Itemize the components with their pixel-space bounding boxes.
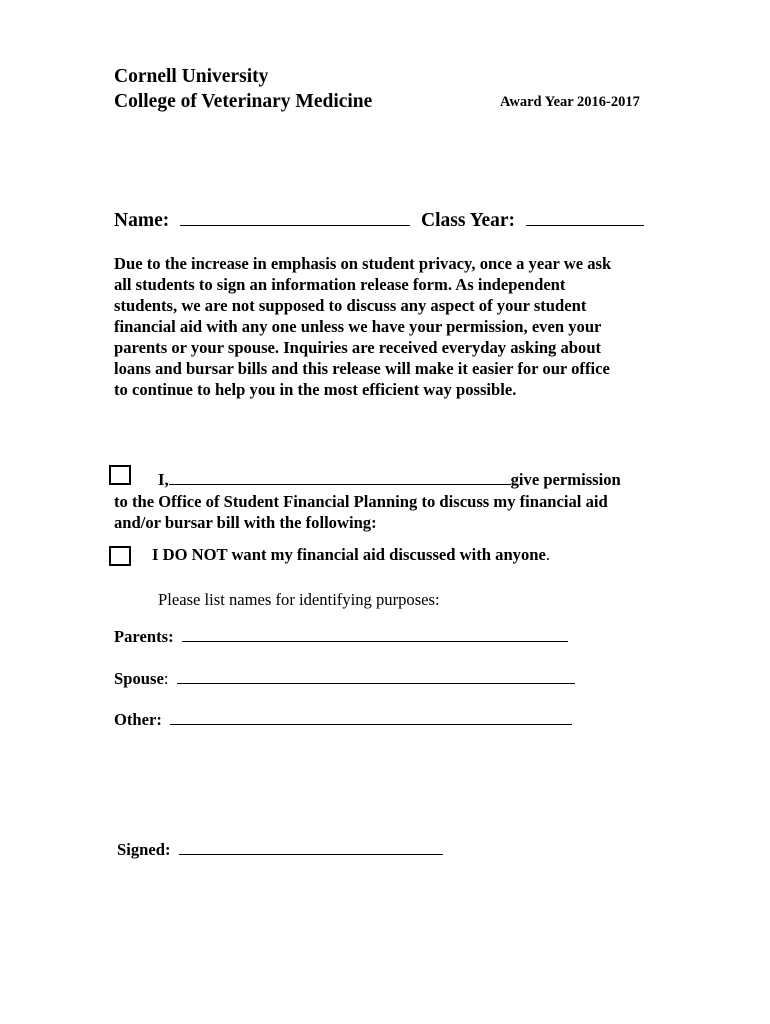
intro-line: to continue to help you in the most efficient way possible. [114,380,517,399]
give-permission-text: give permission [510,470,621,489]
signed-row [117,840,443,860]
award-year: Award Year 2016-2017 [500,94,640,110]
permission-line-2: to the Office of Student Financial Planning to discuss my financial aid [114,492,608,511]
signature-field[interactable] [179,840,443,855]
deny-text: I DO NOT want my financial aid discussed with anyone [152,545,546,564]
intro-line: all students to sign an information release form. As independent [114,275,566,294]
other-label: Other: [114,710,162,729]
class-year-field[interactable] [526,207,644,226]
permission-i-label: I, [158,470,169,489]
permission-name-field[interactable] [169,470,511,485]
list-prompt: Please list names for identifying purposes: [158,590,440,609]
intro-line: parents or your spouse. Inquiries are received everyday asking about [114,338,602,357]
intro-line: loans and bursar bills and this release will make it easier for our office [114,359,610,378]
spouse-field[interactable] [177,669,575,684]
name-row [114,207,644,232]
spouse-colon: : [163,669,169,688]
other-field[interactable] [170,710,572,725]
name-label: Name: [114,210,170,231]
spouse-label: Spouse [114,669,164,688]
intro-paragraph [114,253,654,400]
intro-line: students, we are not supposed to discuss any aspect of your student [114,296,587,315]
deny-checkbox[interactable] [109,546,131,566]
deny-period: . [545,545,551,564]
parents-field[interactable] [182,627,568,642]
spouse-row [114,669,575,689]
class-year-label: Class Year: [420,210,516,231]
permission-line-3: and/or bursar bill with the following: [114,513,377,532]
permission-line [158,470,621,490]
parents-label: Parents: [114,627,174,646]
name-field[interactable] [180,207,410,226]
parents-row [114,627,568,647]
intro-line: financial aid with any one unless we have your permission, even your [114,317,602,336]
other-row [114,710,572,730]
university-title: Cornell University [114,66,269,87]
deny-line [152,545,550,565]
intro-line: Due to the increase in emphasis on student privacy, once a year we ask [114,254,612,273]
signed-label: Signed: [117,840,171,859]
college-title: College of Veterinary Medicine [114,91,373,112]
permission-checkbox[interactable] [109,465,131,485]
